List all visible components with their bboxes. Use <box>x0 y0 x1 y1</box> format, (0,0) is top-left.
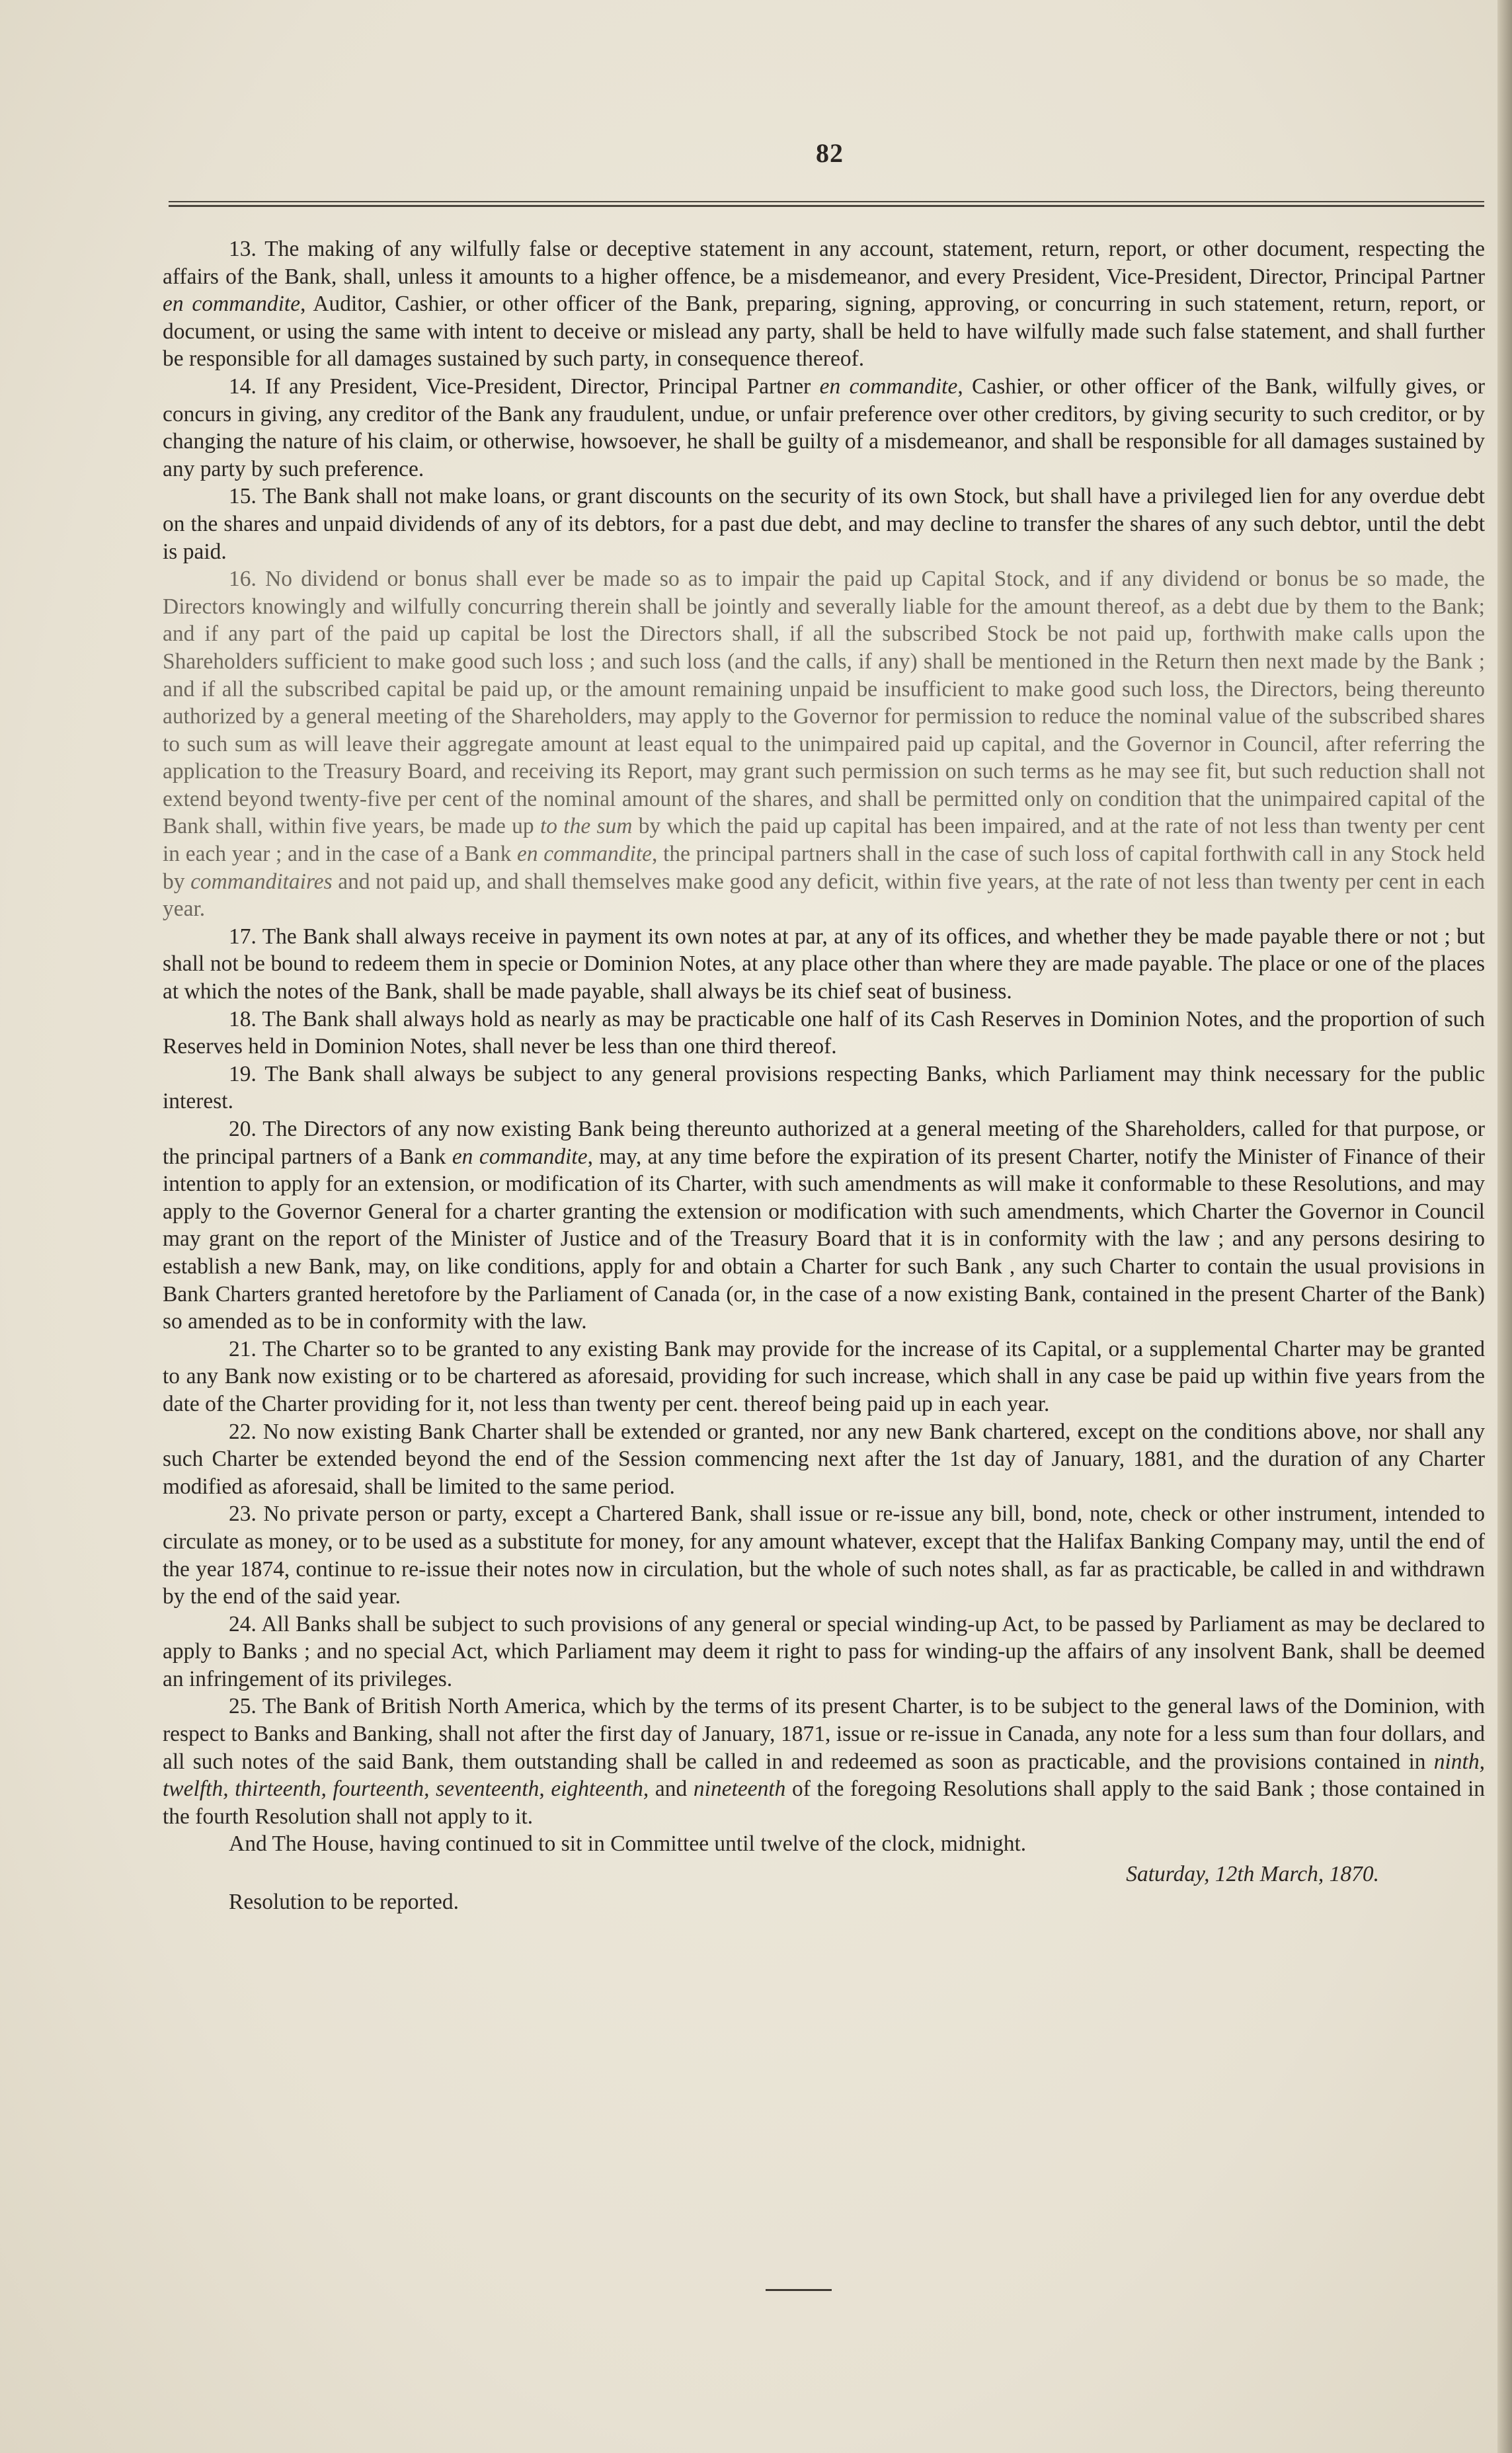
resolution-15: 15. The Bank shall not make loans, or grant discounts on the security of its own Stock, but shall have a privileged lien for any overdue debt on the shares and unpaid dividends of any of its debtors, for a past due debt, and may decline to transfer the shares of any such debtor, until the debt is paid. <box>163 484 1485 564</box>
resolution-16: 16. No dividend or bonus shall ever be made so as to impair the paid up Capital Stock, and if any dividend or bonus be so made, the Directors knowingly and wilfully concurring therein shall be jointly and severally liable for the amount thereof, as a debt due by them to the Bank; and if any part of the paid up capital be lost the Directors shall, if all the subscribed Stock be not paid up, forthwith make calls upon the Shareholders sufficient to make good such loss ; and such loss (and the calls, if any) shall be mentioned in the Return then next made by the Bank ; and if all the subscribed capital be paid up, or the amount remaining unpaid be insufficient to make good such loss, the Directors, being thereunto authorized by a general meeting of the Shareholders, may apply to the Governor for permission to reduce the nominal value of the subscribed shares to such sum as will leave their aggregate amount at least equal to the unimpaired paid up capital, and the Governor in Council, after referring the application to the Treasury Board, and receiving its Report, may grant such permission on such terms as he may see fit, but such reduction shall not extend beyond twenty-five per cent of the nominal amount of the shares, and shall be permitted only on condition that the unimpaired capital of the Bank shall, within five years, be made up to the sum by which the paid up capital has been impaired, and at the rate of not less than twenty per cent in each year ; and in the case of a Bank en commandite, the principal partners shall in the case of such loss of capital forthwith call in any Stock held by commanditaires and not paid up, and shall themselves make good any deficit, within five years, at the rate of not less than twenty per cent in each year. <box>163 567 1486 922</box>
closing-statement: And The House, having continued to sit in Committee until twelve of the clock, midnight. <box>229 1831 1027 1857</box>
header-rule-thin <box>169 201 1484 202</box>
closing-rule <box>766 2289 832 2291</box>
session-date: Saturday, 12th March, 1870. <box>1126 1862 1379 1887</box>
page-number: 82 <box>816 138 844 168</box>
header-rule <box>169 201 1484 209</box>
document-body <box>163 235 1485 1915</box>
resolution-reported-note: Resolution to be reported. <box>229 1889 459 1914</box>
resolution-13: 13. The making of any wilfully false or deceptive statement in any account, statement, return, report, or other document, respecting the affairs of the Bank, shall, unless it amounts to a higher offence, be a misdemeanor, and every President, Vice-President, Director, Principal Partner en commandite, Auditor, Cashier, or other officer of the Bank, preparing, signing, approving, or concurring in such statement, return, report, or document, or using the same with intent to deceive or mislead any party, shall be held to have wilfully made such false statement, and shall further be responsible for all damages sustained by such party, in consequence thereof. <box>163 237 1485 372</box>
resolution-20: 20. The Directors of any now existing Bank being thereunto authorized at a general meeting of the Shareholders, called for that purpose, or the principal partners of a Bank en commandite, may, at any time before the expiration of its present Charter, notify the Minister of Finance of their intention to apply for an extension, or modification of its Charter, with such amendments as will make it conformable to these Resolutions, and may apply to the Governor General for a charter granting the extension or modification with such amendments, which Charter the Governor in Council may grant on the report of the Minister of Justice and of the Treasury Board that it is in conformity with the law ; and any persons desiring to establish a new Bank, may, on like conditions, apply for and obtain a Charter for such Bank , any such Charter to contain the usual provisions in Bank Charters granted heretofore by the Parliament of Canada (or, in the case of a now existing Bank, contained in the present Charter of the Bank) so amended as to be in conformity with the law. <box>163 1117 1486 1334</box>
resolution-14: 14. If any President, Vice-President, Director, Principal Partner en commandite, Cashier, or other officer of the Bank, wilfully gives, or concurs in giving, any creditor of the Bank any fraudulent, undue, or unfair preference over other creditors, by giving security to such creditor, or by changing the nature of his claim, or otherwise, howsoever, he shall be guilty of a misdemeanor, and shall be responsible for all damages sustained by any party by such preference. <box>163 374 1486 481</box>
resolution-17: 17. The Bank shall always receive in payment its own notes at par, at any of its offices, and whether they be made payable there or not ; but shall not be bound to redeem them in specie or Dominion Notes, at any place other than where they are made payable. The place or one of the places at which the notes of the Bank, shall be made payable, shall always be its chief seat of business. <box>163 924 1485 1004</box>
header-rule-thick <box>169 205 1484 207</box>
page-spine-edge <box>1497 0 1512 2453</box>
resolution-25: 25. The Bank of British North America, which by the terms of its present Charter, is to be subject to the general laws of the Dominion, with respect to Banks and Banking, shall not after the first day of January, 1871, issue or re-issue in Canada, any note for a less sum than four dollars, and all such notes of the said Bank, them outstanding shall be called in and redeemed as soon as practicable, and the provisions contained in ninth, twelfth, thirteenth, fourteenth, seventeenth, eighteenth, and nineteenth of the foregoing Resolutions shall apply to the said Bank ; those contained in the fourth Resolution shall not apply to it. <box>163 1694 1485 1829</box>
resolution-18: 18. The Bank shall always hold as nearly as may be practicable one half of its Cash Reserves in Dominion Notes, and the proportion of such Reserves held in Dominion Notes, shall never be less than one third thereof. <box>163 1006 1485 1059</box>
resolution-24: 24. All Banks shall be subject to such provisions of any general or special winding-up Act, to be passed by Parliament as may be declared to apply to Banks ; and no special Act, which Parliament may deem it right to pass for winding-up the affairs of any insolvent Bank, shall be deemed an infringement of its privileges. <box>163 1611 1485 1691</box>
resolution-23: 23. No private person or party, except a Chartered Bank, shall issue or re-issue any bill, bond, note, check or other instrument, intended to circulate as money, or to be used as a substitute for money, for any amount whatever, except that the Halifax Banking Company may, until the end of the year 1874, continue to re-issue their notes now in circulation, but the whole of such notes shall, as far as practicable, be called in and withdrawn by the end of the said year. <box>163 1502 1485 1609</box>
resolution-22: 22. No now existing Bank Charter shall be extended or granted, nor any new Bank chartered, except on the conditions above, nor shall any such Charter be extended beyond the end of the Session commencing next after the 1st day of January, 1881, and the duration of any Charter modified as aforesaid, shall be limited to the same period. <box>163 1419 1485 1499</box>
resolution-19: 19. The Bank shall always be subject to any general provisions respecting Banks, which Parliament may think necessary for the public interest. <box>163 1061 1485 1114</box>
resolution-21: 21. The Charter so to be granted to any existing Bank may provide for the increase of its Capital, or a supplemental Charter may be granted to any Bank now existing or to be chartered as aforesaid, providing for such increase, which shall in any case be paid up within five years from the date of the Charter providing for it, not less than twenty per cent. thereof being paid up in each year. <box>163 1336 1485 1416</box>
